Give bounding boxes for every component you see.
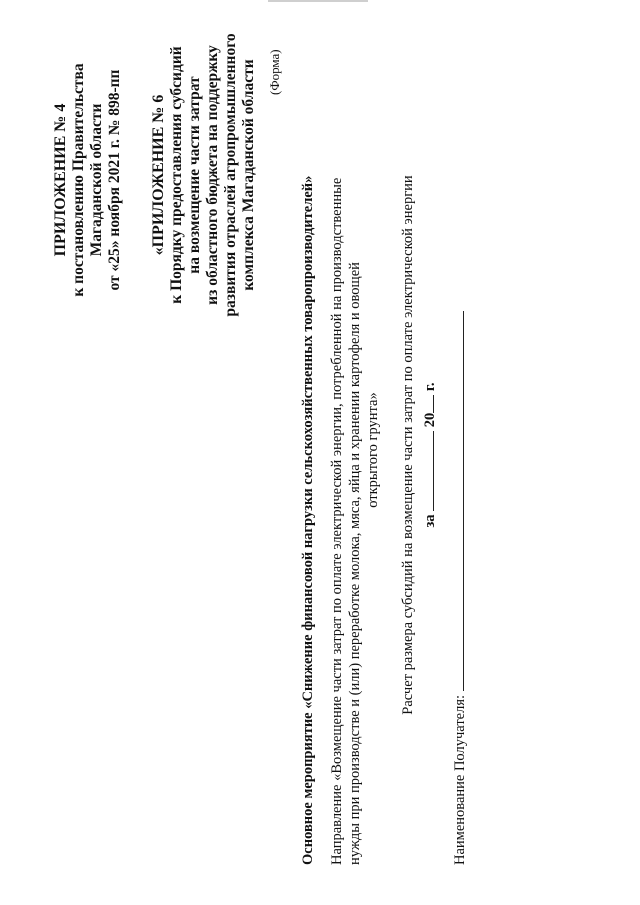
appendix-6-title: «ПРИЛОЖЕНИЕ № 6 <box>150 94 167 256</box>
period-blank-date <box>420 431 434 511</box>
direction-line-2: нужды при производстве и (или) переработке молока, мяса, яйца и хранении картофеля и овощей <box>347 262 364 865</box>
direction-line-1: Направление «Возмещение части затрат по оплате электрической энергии, потребленной на производственные <box>329 177 345 865</box>
appendix-6-line-5: комплекса Магаданской области <box>239 59 257 291</box>
appendix-4-title: ПРИЛОЖЕНИЕ № 4 <box>52 103 69 257</box>
appendix-4-line-2: Магаданской области <box>88 103 106 257</box>
appendix-6-header <box>150 10 257 340</box>
appendix-6-line-4: развития отраслей агропромышленного <box>221 33 239 317</box>
calculation-title: Расчет размера субсидий на возмещение части затрат по оплате электрической энергии <box>400 175 416 715</box>
recipient-line <box>450 311 469 865</box>
main-event-heading: Основное мероприятие «Снижение финансовой нагрузки сельскохозяйственных товаропроизводителей» <box>300 175 316 865</box>
period-suffix: г. <box>422 382 438 392</box>
direction-paragraph <box>328 35 382 865</box>
period-prefix: за <box>422 514 438 528</box>
appendix-4-line-1: к постановлению Правительства <box>70 63 88 297</box>
appendix-4-line-3: от «25» ноября 2021 г. № 898-пп <box>106 69 124 291</box>
recipient-label: Наименование Получателя: <box>452 694 468 865</box>
appendix-6-line-1: к Порядку предоставления субсидий <box>168 46 186 304</box>
period-blank-year <box>420 395 434 413</box>
direction-line-3: открытого грунта» <box>365 392 382 508</box>
appendix-6-line-2: на возмещение части затрат <box>186 76 204 274</box>
appendix-6-line-3: из областного бюджета на поддержку <box>204 45 222 305</box>
form-label: (Форма) <box>267 49 282 95</box>
period-year: 20 <box>422 412 438 428</box>
recipient-blank <box>450 311 464 691</box>
period-line <box>420 105 439 805</box>
appendix-4-header <box>52 20 124 340</box>
